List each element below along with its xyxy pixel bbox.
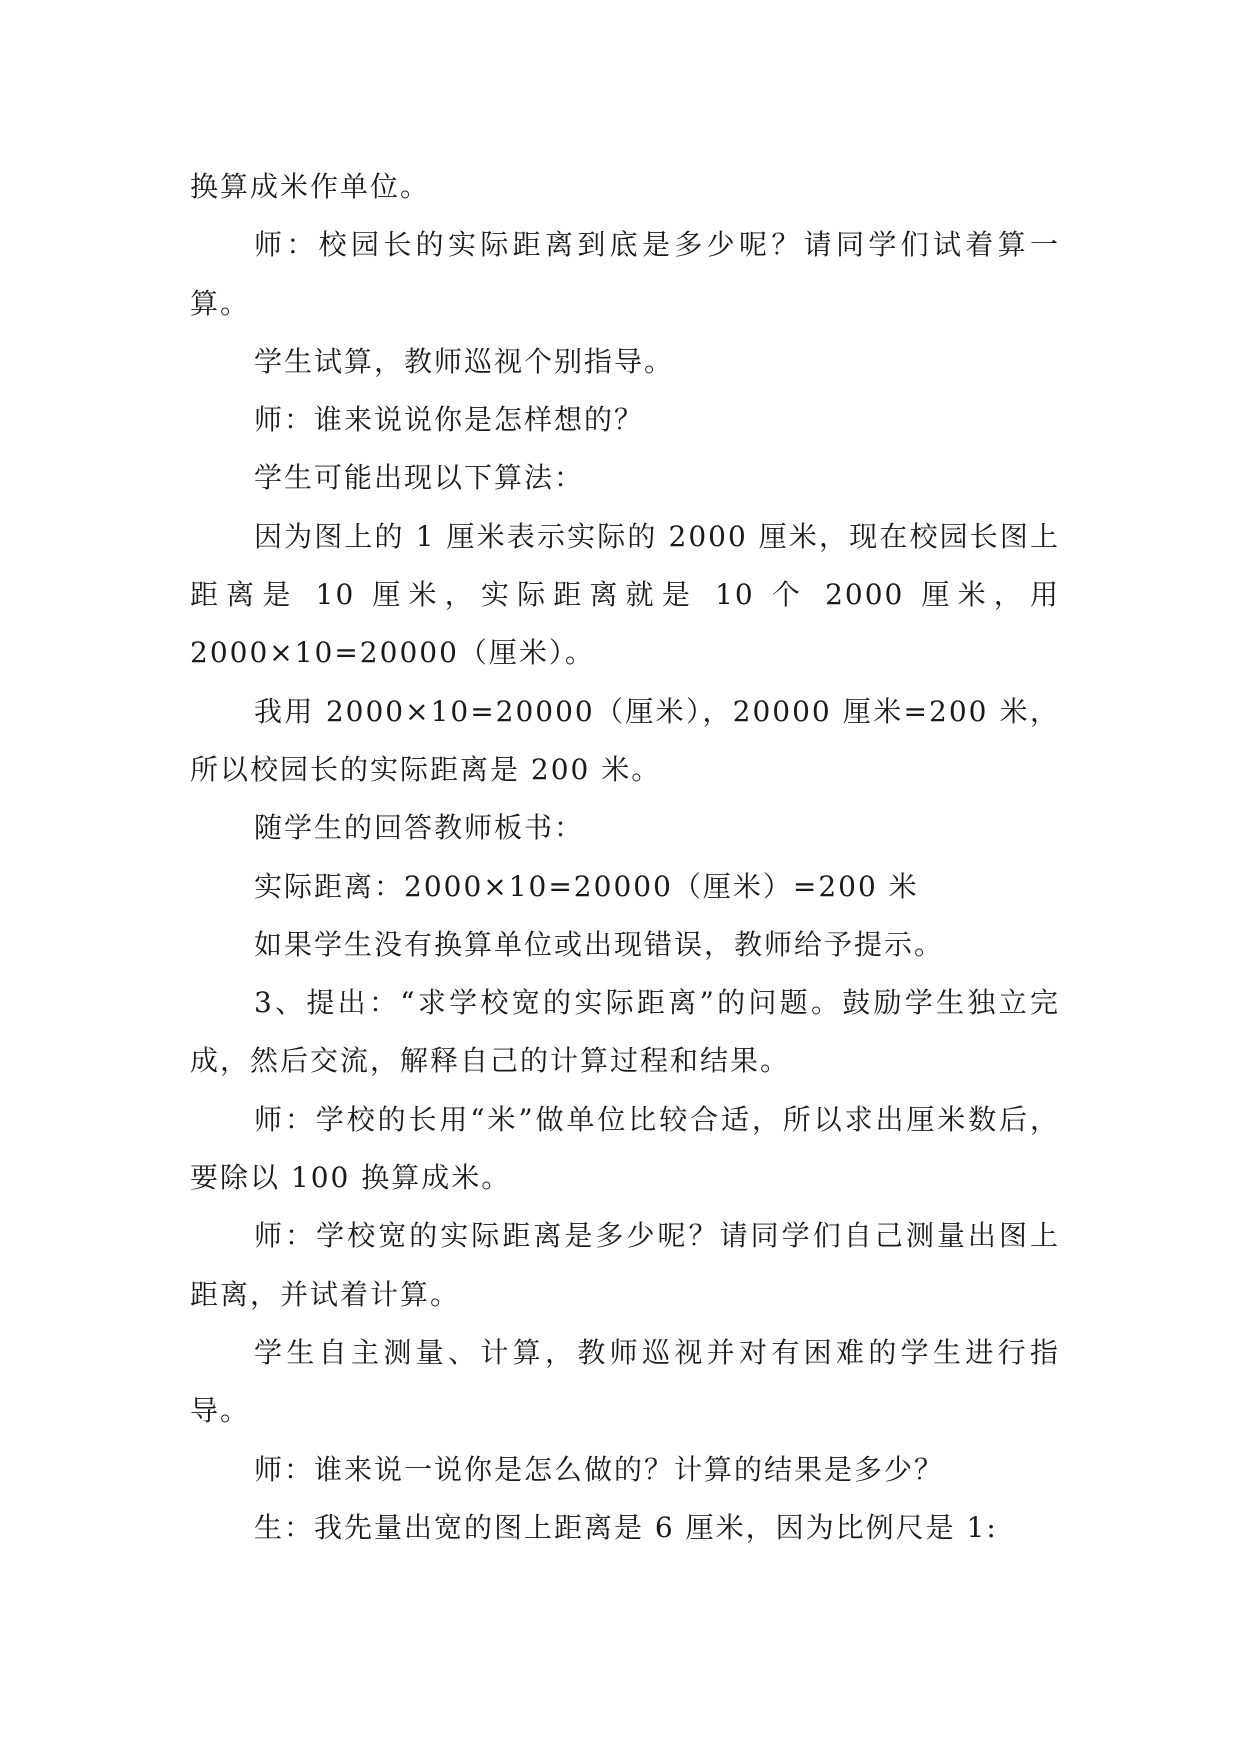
paragraph-board-writing: 随学生的回答教师板书：	[254, 811, 585, 845]
paragraph-method-two: 我用 2000×10=20000（厘米），20000 厘米=200 米，所以校园长的实际距离是 200 米。	[190, 694, 1060, 786]
paragraph-teacher-ask: 师：谁来说说你是怎样想的？	[254, 403, 645, 437]
paragraph-student-trial: 学生试算，教师巡视个别指导。	[254, 344, 675, 378]
paragraph-method-one: 因为图上的 1 厘米表示实际的 2000 厘米，现在校园长图上距离是 10 厘米，实际距离就是 10 个 2000 厘米，用 2000×10=20000（厘米）。	[190, 519, 1060, 670]
paragraph-step-three: 3、提出：“求学校宽的实际距离”的问题。鼓励学生独立完成，然后交流，解释自己的计算过程和结果。	[190, 986, 1060, 1078]
paragraph-width-question: 师：学校宽的实际距离是多少呢？请同学们自己测量出图上距离，并试着计算。	[190, 1219, 1060, 1311]
paragraph-self-measure: 学生自主测量、计算，教师巡视并对有困难的学生进行指导。	[190, 1335, 1060, 1428]
document-body	[190, 158, 1060, 1557]
paragraph-continuation: 换算成米作单位。	[190, 170, 431, 203]
paragraph-teacher-question: 师：校园长的实际距离到底是多少呢？请同学们试着算一算。	[190, 228, 1060, 320]
paragraph-hint: 如果学生没有换算单位或出现错误，教师给予提示。	[254, 927, 945, 961]
paragraph-student-methods: 学生可能出现以下算法：	[254, 461, 585, 495]
paragraph-student-answer: 生：我先量出宽的图上距离是 6 厘米，因为比例尺是 1:	[254, 1510, 998, 1544]
paragraph-unit-note: 师：学校的长用“米”做单位比较合适，所以求出厘米数后，要除以 100 换算成米。	[190, 1102, 1060, 1195]
paragraph-teacher-result: 师：谁来说一说你是怎么做的？计算的结果是多少？	[254, 1452, 945, 1486]
paragraph-formula: 实际距离：2000×10=20000（厘米）=200 米	[254, 869, 919, 903]
